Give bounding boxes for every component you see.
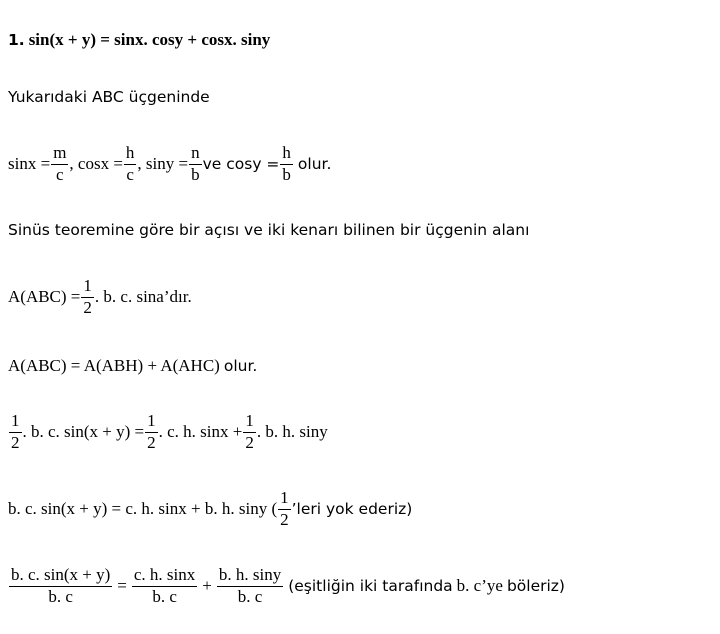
area-expansion-line (8, 412, 328, 452)
text: , siny = (137, 154, 189, 174)
fraction (280, 144, 293, 184)
denominator: 2 (245, 432, 254, 452)
denominator: c (56, 164, 64, 184)
numerator: c. h. sinx (133, 565, 196, 584)
identity-formula: sin(x + y) = sinx. cosy + cosx. siny (28, 30, 271, 49)
denominator: 2 (147, 432, 156, 452)
fraction (278, 489, 291, 529)
denominator: b (191, 164, 200, 184)
sine-theorem-text: Sinüs teoremine göre bir açısı ve iki kenarı bilinen bir üçgenin alanı (8, 221, 530, 239)
text: ve cosy = (202, 155, 280, 174)
text: böleriz) (506, 577, 565, 596)
trig-ratios-line (8, 144, 331, 184)
plus-sign: + (202, 576, 212, 596)
numerator: 1 (11, 411, 20, 430)
numerator: b. h. siny (218, 565, 282, 584)
text: (eşitliğin iki tarafında (288, 577, 453, 596)
numerator: h (282, 143, 291, 162)
denominator: b (282, 164, 291, 184)
fraction (217, 566, 283, 606)
text: . b. c. sin(x + y) = (22, 422, 145, 442)
area-formula-line (8, 277, 192, 317)
fraction (145, 412, 158, 452)
fraction (132, 566, 197, 606)
denominator: b. c (152, 586, 177, 606)
text: . b. c. sina’dır. (94, 287, 192, 307)
text: olur. (223, 357, 258, 375)
numerator: 1 (280, 488, 289, 507)
numerator: h (125, 143, 135, 162)
text: . c. h. sinx + (158, 422, 243, 442)
numerator: b. c. sin(x + y) (11, 565, 111, 584)
numerator: 1 (245, 411, 254, 430)
fraction (189, 144, 202, 184)
paragraph-intro (8, 88, 210, 106)
simplify-line (8, 489, 412, 529)
text: . b. h. siny (256, 422, 328, 442)
text: A(ABC) = A(ABH) + A(AHC) (8, 356, 220, 375)
division-line (8, 566, 565, 606)
item-number: 1. (8, 31, 25, 49)
text: sinx = (8, 154, 51, 174)
text: A(ABC) = (8, 287, 81, 307)
text: b. c. sin(x + y) = c. h. sinx + b. h. siny ( (8, 499, 278, 519)
fraction (243, 412, 256, 452)
text: olur. (297, 155, 332, 174)
denominator: 2 (83, 297, 92, 317)
denominator: 2 (280, 509, 289, 529)
fraction (9, 412, 22, 452)
text: , cosx = (69, 154, 123, 174)
fraction (124, 144, 137, 184)
denominator: b. c (48, 586, 73, 606)
numerator: 1 (83, 276, 92, 295)
text: ’leri yok ederiz) (291, 500, 413, 519)
fraction (81, 277, 94, 317)
heading-line (8, 30, 270, 50)
denominator: b. c (237, 586, 263, 606)
denominator: 2 (11, 432, 20, 452)
text: b. c’ye (456, 576, 503, 596)
paragraph-sine-theorem (8, 221, 529, 239)
numerator: m (53, 143, 67, 162)
equals-sign: = (117, 576, 127, 596)
area-sum-line (8, 356, 257, 376)
fraction (51, 144, 68, 184)
fraction (9, 566, 112, 606)
numerator: n (191, 143, 200, 162)
intro-text: Yukarıdaki ABC üçgeninde (8, 88, 210, 106)
numerator: 1 (147, 411, 156, 430)
denominator: c (126, 164, 134, 184)
